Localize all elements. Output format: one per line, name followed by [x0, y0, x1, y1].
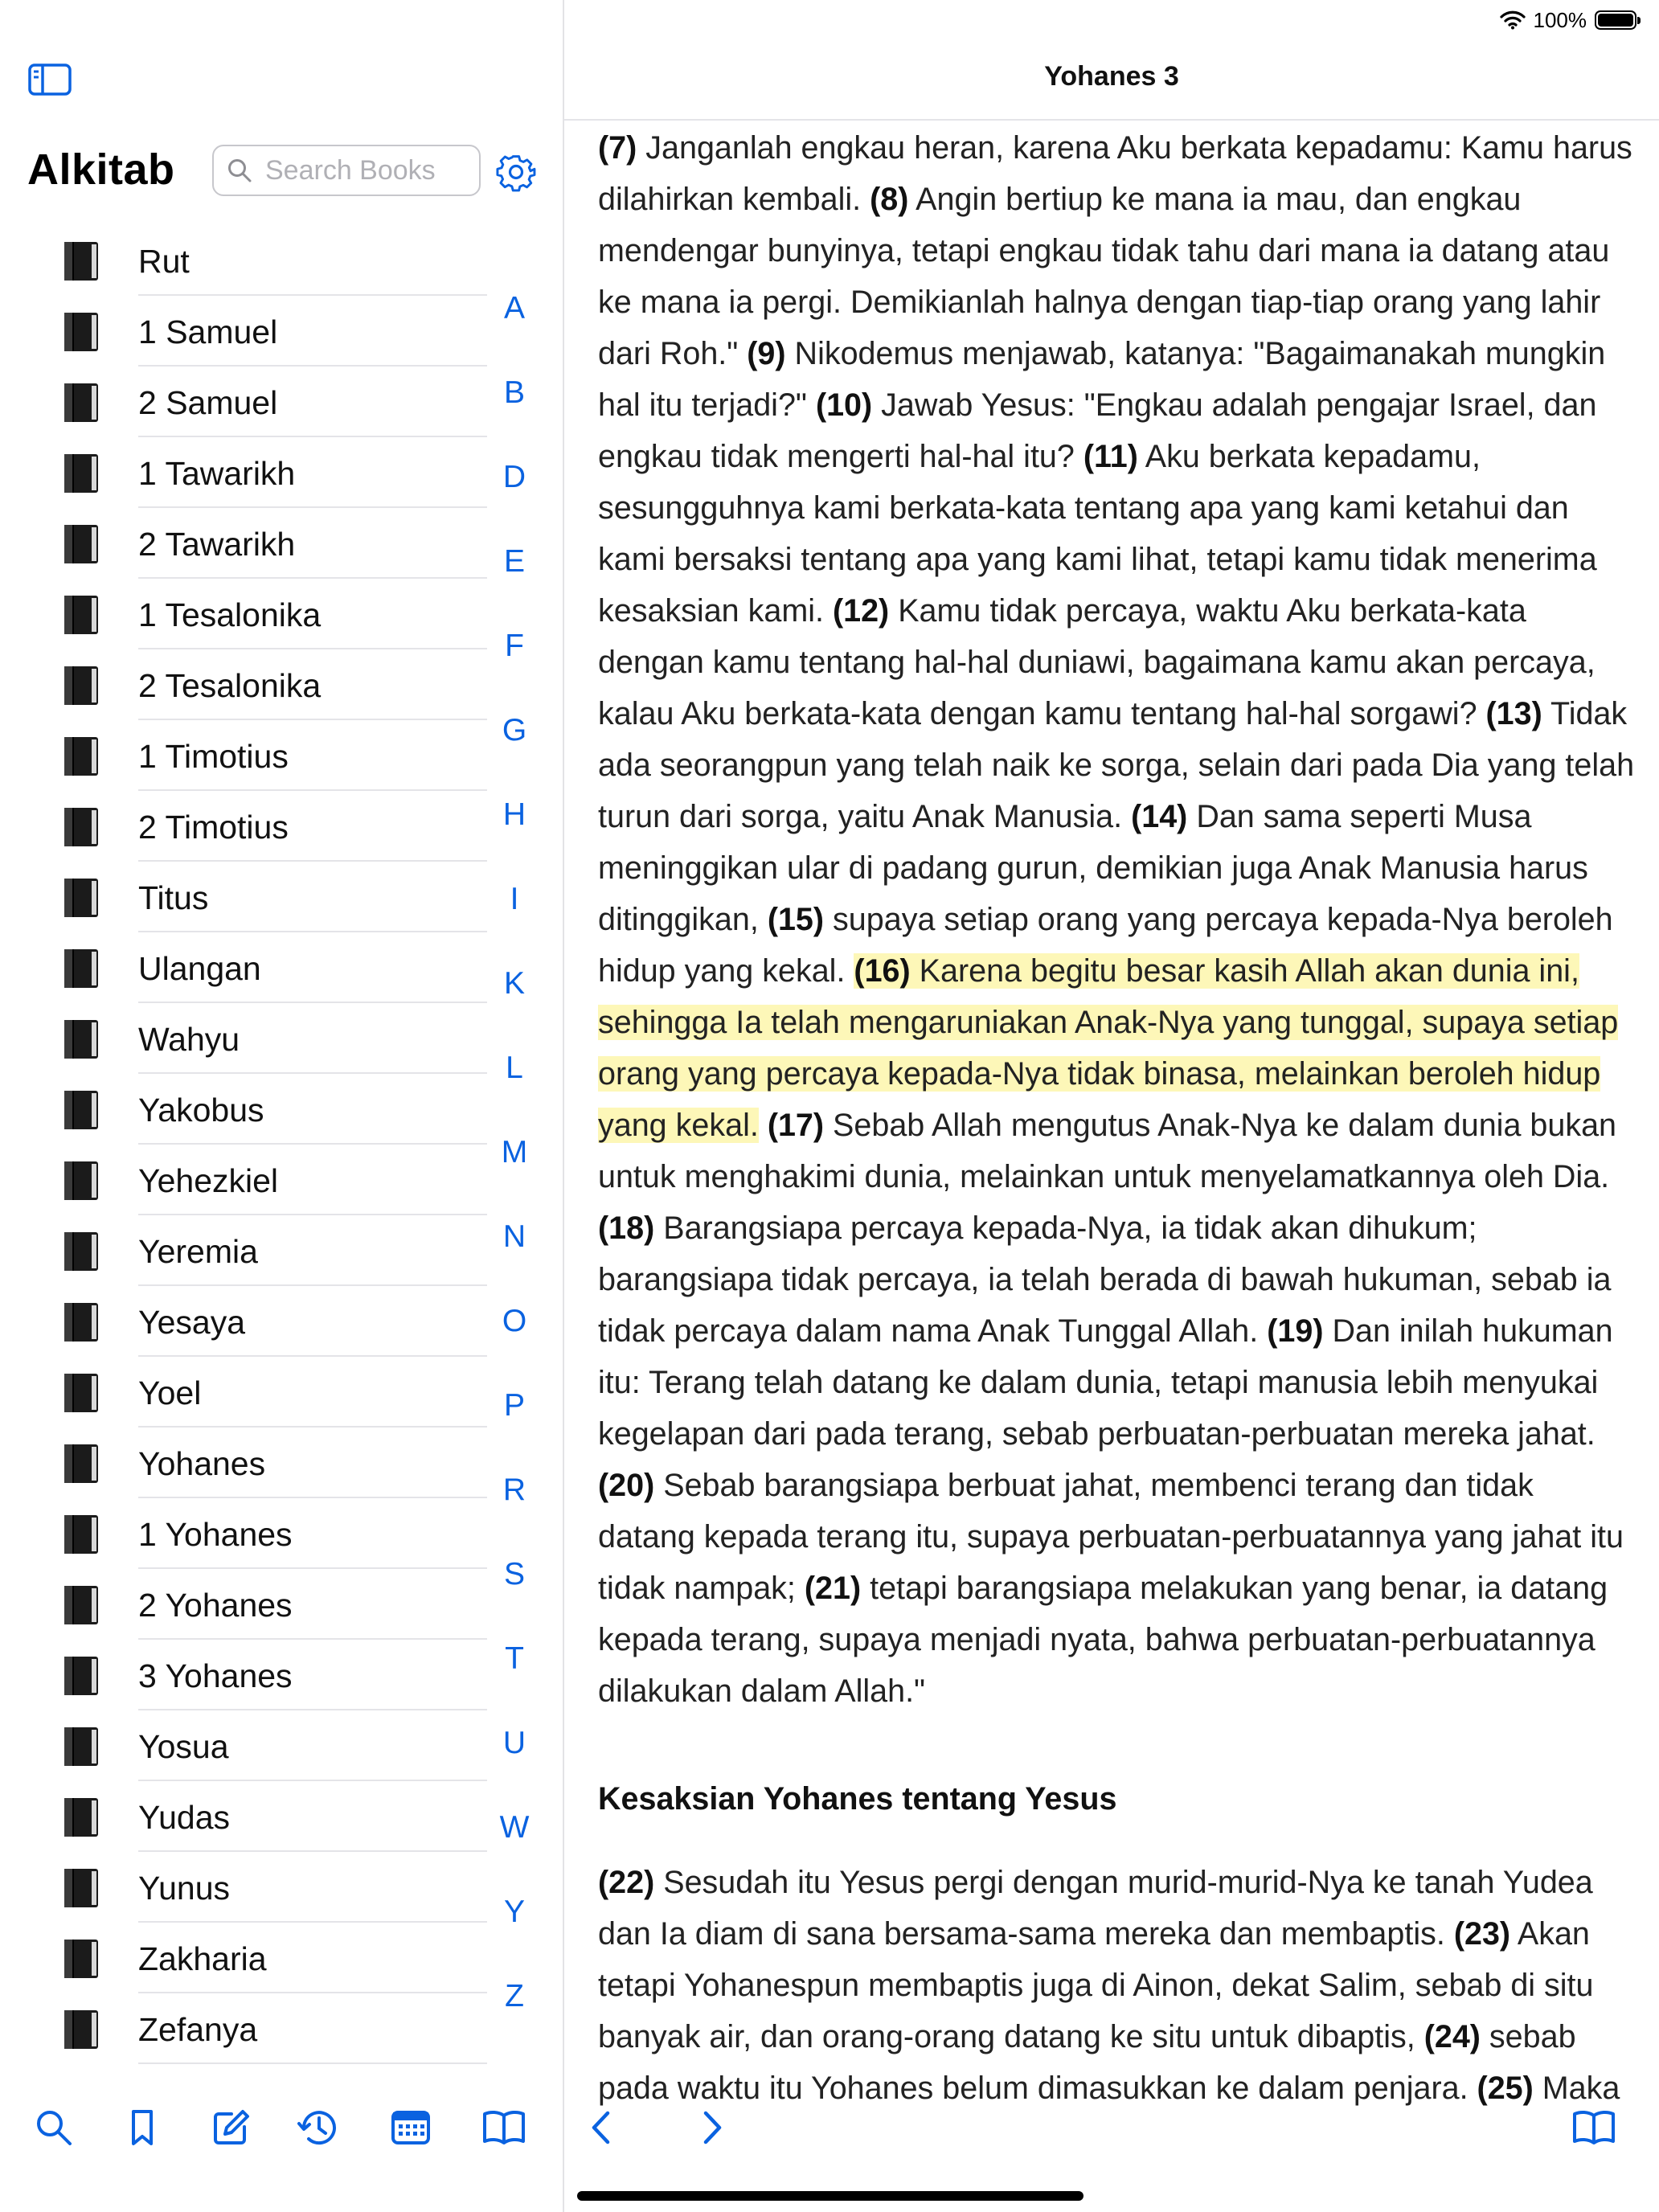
search-icon: [227, 158, 252, 183]
verse-text: Angin bertiup ke mana ia mau, dan engkau mendengar bunyinya, tetapi engkau tidak tahu dari mana ia datang atau ke mana ia pergi. Demikianlah halnya dengan tiap-tiap orang yang lahir dari Roh.": [598, 182, 1610, 371]
book-open-icon[interactable]: [1571, 2104, 1617, 2151]
search-field[interactable]: [212, 145, 481, 196]
index-letter[interactable]: L: [506, 1051, 523, 1085]
verse-number: (18): [598, 1210, 655, 1246]
index-letter[interactable]: G: [502, 713, 527, 748]
verse-number: (13): [1485, 696, 1542, 731]
verse-text: Sesudah itu Yesus pergi dengan murid-murid-Nya ke tanah Yudea dan Ia diam di sana bersama-sama mereka dan membaptis.: [598, 1865, 1593, 1952]
index-letter[interactable]: Y: [503, 1895, 525, 1929]
book-row[interactable]: [0, 1074, 498, 1145]
book-row[interactable]: [0, 1923, 498, 1993]
book-row[interactable]: [0, 508, 498, 579]
book-icon: [59, 1371, 103, 1415]
book-icon: [59, 1513, 103, 1556]
index-letter[interactable]: W: [499, 1810, 530, 1845]
book-icon: [59, 1654, 103, 1698]
index-letter[interactable]: B: [503, 375, 525, 410]
book-label: 1 Tawarikh: [138, 455, 296, 492]
wifi-icon: [1500, 10, 1526, 30]
book-row[interactable]: [0, 791, 498, 862]
index-letter[interactable]: I: [510, 882, 519, 916]
verse-number: (19): [1267, 1313, 1324, 1349]
search-icon[interactable]: [31, 2104, 77, 2151]
index-letter[interactable]: F: [505, 629, 524, 663]
verse-text: Tidak ada seorangpun yang telah naik ke sorga, selain dari pada Dia yang telah turun dari sorga, yaitu Anak Manusia.: [598, 696, 1635, 834]
book-icon: [59, 664, 103, 707]
verse-number: (9): [747, 336, 786, 371]
verse-text: Kamu tidak percaya, waktu Aku berkata-kata dengan kamu tentang hal-hal duniawi, bagaimana kamu akan percaya, kalau Aku berkata-kata dengan kamu tentang hal-hal sorgawi?: [598, 593, 1596, 731]
book-label: 3 Yohanes: [138, 1657, 293, 1694]
book-row[interactable]: [0, 1569, 498, 1640]
book-label: 2 Timotius: [138, 809, 289, 846]
book-icon: [59, 947, 103, 990]
verse-number: (11): [1083, 439, 1138, 474]
verse-text: Aku berkata kepadamu, sesungguhnya kami berkata-kata tentang apa yang kami ketahui dan kami bersaksi tentang apa yang kami lihat, tetapi kamu tidak menerima kesaksian kami.: [598, 439, 1597, 629]
book-row[interactable]: [0, 1145, 498, 1215]
verse-text: Karena begitu besar kasih Allah akan dunia ini, sehingga Ia telah mengaruniakan Anak-Nya yang tunggal, supaya setiap orang yang percaya kepada-Nya tidak binasa, melainkan beroleh hidup yang kekal.: [598, 953, 1619, 1143]
paragraph: [598, 122, 1635, 1717]
book-icon: [59, 1583, 103, 1627]
book-open-icon[interactable]: [481, 2104, 527, 2151]
verse-text: supaya setiap orang yang percaya kepada-Nya beroleh hidup yang kekal.: [598, 902, 1613, 989]
verse-number: (15): [767, 902, 825, 937]
passage-text: [598, 122, 1635, 2106]
index-letter[interactable]: S: [503, 1557, 525, 1591]
book-label: Zefanya: [138, 2011, 258, 2048]
book-label: 1 Tesalonika: [138, 596, 322, 633]
book-icon: [59, 1796, 103, 1839]
verse-number: (16): [854, 953, 911, 989]
verse-text: Maka: [1533, 2071, 1620, 2106]
verse-number: (24): [1423, 2019, 1481, 2054]
book-icon: [59, 1442, 103, 1485]
book-label: 2 Tesalonika: [138, 667, 322, 704]
section-index[interactable]: [492, 291, 537, 2063]
verse-number: (20): [598, 1468, 655, 1503]
book-row[interactable]: [0, 1640, 498, 1710]
gear-icon[interactable]: [495, 151, 537, 193]
book-label: 1 Yohanes: [138, 1516, 293, 1553]
verse[interactable]: [598, 1865, 1593, 1952]
app-title: Alkitab: [27, 145, 175, 194]
sidebar-toggle-icon[interactable]: [27, 63, 72, 96]
book-icon: [59, 1866, 103, 1910]
book-icon: [59, 1018, 103, 1061]
book-label: Yudas: [138, 1799, 230, 1836]
book-row[interactable]: [0, 720, 498, 791]
book-row[interactable]: [0, 1781, 498, 1852]
book-row[interactable]: [0, 225, 498, 296]
index-letter[interactable]: O: [502, 1304, 527, 1338]
chapter-title: Yohanes 3: [1044, 61, 1179, 92]
calendar-icon[interactable]: [387, 2104, 434, 2151]
verse-text: Dan sama seperti Musa meninggikan ular di padang gurun, demikian juga Anak Manusia harus ditinggikan,: [598, 799, 1588, 937]
book-label: Wahyu: [138, 1021, 240, 1058]
book-list: [0, 225, 498, 2064]
verse-number: (25): [1477, 2071, 1534, 2106]
book-row[interactable]: [0, 1852, 498, 1923]
book-icon: [59, 593, 103, 637]
verse-number: (12): [832, 593, 890, 629]
book-row[interactable]: [0, 1357, 498, 1428]
home-indicator: [577, 2191, 1083, 2201]
book-label: Zakharia: [138, 1940, 267, 1977]
book-icon: [59, 805, 103, 849]
book-label: 2 Samuel: [138, 384, 278, 421]
verse-number: (14): [1131, 799, 1188, 834]
index-letter[interactable]: M: [501, 1135, 528, 1169]
book-icon: [59, 1725, 103, 1768]
book-icon: [59, 310, 103, 354]
section-heading: Kesaksian Yohanes tentang Yesus: [598, 1781, 1117, 1817]
index-letter[interactable]: N: [502, 1219, 526, 1254]
battery-percent: 100%: [1533, 7, 1587, 32]
chevron-right-icon[interactable]: [690, 2104, 736, 2151]
verse-number: (17): [767, 1108, 825, 1143]
verse-number: (21): [804, 1571, 862, 1606]
index-letter[interactable]: H: [502, 797, 526, 832]
verse-text: Akan tetapi Yohanespun membaptis juga di Ainon, dekat Salim, sebab di situ banyak air, dan orang-orang datang ke situ untuk dibaptis,: [598, 1916, 1594, 2054]
book-icon: [59, 1301, 103, 1344]
bookmark-icon[interactable]: [119, 2104, 166, 2151]
verse-text: Barangsiapa percaya kepada-Nya, ia tidak akan dihukum; barangsiapa tidak percaya, ia telah berada di bawah hukuman, sebab ia tidak percaya dalam nama Anak Tunggal Allah.: [598, 1210, 1612, 1349]
book-label: 1 Timotius: [138, 738, 289, 775]
index-letter[interactable]: A: [503, 291, 525, 326]
book-label: Titus: [138, 879, 209, 916]
book-label: 1 Samuel: [138, 313, 278, 350]
verse-number: (7): [598, 130, 637, 166]
sidebar-toolbar: [0, 2090, 563, 2162]
book-row[interactable]: [0, 1993, 498, 2064]
index-letter[interactable]: U: [502, 1726, 526, 1760]
verse-text: Dan inilah hukuman itu: Terang telah datang ke dalam dunia, tetapi manusia lebih menyukai kegelapan dari pada terang, sebab perbuatan-perbuatan mereka jahat.: [598, 1313, 1613, 1452]
book-label: 2 Yohanes: [138, 1587, 293, 1624]
book-icon: [59, 1088, 103, 1132]
index-letter[interactable]: R: [502, 1473, 526, 1507]
book-row[interactable]: [0, 1215, 498, 1286]
index-letter[interactable]: K: [503, 966, 525, 1001]
book-row[interactable]: [0, 862, 498, 932]
book-icon: [59, 452, 103, 495]
book-label: Yeremia: [138, 1233, 258, 1270]
compose-icon[interactable]: [207, 2104, 254, 2151]
book-icon: [59, 2008, 103, 2051]
battery-icon: [1595, 10, 1636, 30]
book-row[interactable]: [0, 932, 498, 1003]
book-icon: [59, 876, 103, 920]
row-divider: [138, 2062, 487, 2064]
book-row[interactable]: [0, 579, 498, 649]
book-icon: [59, 381, 103, 424]
book-row[interactable]: [0, 437, 498, 508]
reader-toolbar: [564, 2090, 1659, 2162]
history-icon[interactable]: [296, 2104, 342, 2151]
index-letter[interactable]: P: [503, 1388, 525, 1423]
book-label: Yohanes: [138, 1445, 266, 1482]
book-label: Ulangan: [138, 950, 261, 987]
book-label: Yoel: [138, 1374, 202, 1411]
book-label: 2 Tawarikh: [138, 526, 296, 563]
verse-text: Jawab Yesus: "Engkau adalah pengajar Israel, dan engkau tidak mengerti hal-hal itu?: [598, 387, 1597, 474]
search-input[interactable]: [264, 154, 460, 187]
book-row[interactable]: [0, 1710, 498, 1781]
book-icon: [59, 735, 103, 778]
book-icon: [59, 1159, 103, 1202]
book-label: Yakobus: [138, 1092, 264, 1129]
book-row[interactable]: [0, 1003, 498, 1074]
book-row[interactable]: [0, 1428, 498, 1498]
book-row[interactable]: [0, 1498, 498, 1569]
reader-pane: [564, 0, 1659, 2212]
index-letter[interactable]: D: [502, 460, 526, 494]
book-icon: [59, 1937, 103, 1981]
verse-text: Sebab barangsiapa berbuat jahat, membenci terang dan tidak datang kepada terang itu, supaya perbuatan-perbuatannya yang jahat itu tidak nampak;: [598, 1468, 1624, 1606]
verse-text: Janganlah engkau heran, karena Aku berkata kepadamu: Kamu harus dilahirkan kembali.: [598, 130, 1632, 217]
index-letter[interactable]: Z: [505, 1979, 524, 2013]
status-bar: [1500, 6, 1637, 34]
nav-divider: [564, 119, 1659, 121]
book-row[interactable]: [0, 296, 498, 367]
book-icon: [59, 522, 103, 566]
verse-number: (10): [815, 387, 873, 423]
book-icon: [59, 240, 103, 283]
book-label: Yunus: [138, 1870, 230, 1907]
book-label: Yesaya: [138, 1304, 245, 1341]
paragraph: [598, 1825, 1635, 2114]
verse-number: (23): [1453, 1916, 1511, 1952]
book-row[interactable]: [0, 367, 498, 437]
verse-text: Nikodemus menjawab, katanya: "Bagaimanakah mungkin hal itu terjadi?": [598, 336, 1606, 423]
verse-number: (22): [598, 1865, 655, 1900]
index-letter[interactable]: T: [505, 1641, 524, 1676]
book-label: Yosua: [138, 1728, 229, 1765]
book-label: Rut: [138, 243, 190, 280]
chevron-left-icon[interactable]: [577, 2104, 624, 2151]
verse-text: sebab pada waktu itu Yohanes belum dimasukkan ke dalam penjara.: [598, 2019, 1576, 2106]
book-label: Yehezkiel: [138, 1162, 279, 1199]
book-icon: [59, 1230, 103, 1273]
book-row[interactable]: [0, 1286, 498, 1357]
verse-text: Sebab Allah mengutus Anak-Nya ke dalam dunia bukan untuk menghakimi dunia, melainkan untuk menyelamatkannya oleh Dia.: [598, 1108, 1617, 1194]
book-row[interactable]: [0, 649, 498, 720]
index-letter[interactable]: E: [503, 544, 525, 579]
verse-number: (8): [870, 182, 909, 217]
sidebar: [0, 0, 564, 2212]
verse-text: tetapi barangsiapa melakukan yang benar, ia datang kepada terang, supaya menjadi nyata, bahwa perbuatan-perbuatannya dilakukan dalam Allah.": [598, 1571, 1608, 1709]
